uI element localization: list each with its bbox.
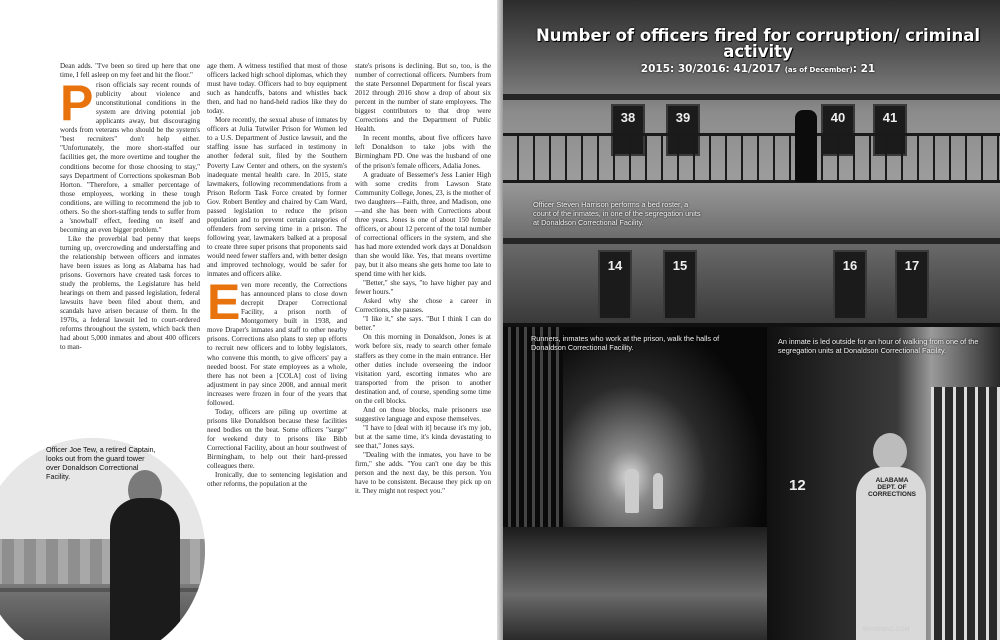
page-folio: BHAMMAG.COM: [863, 627, 910, 633]
paragraph: [207, 274, 347, 408]
cell-number: 17: [904, 258, 920, 273]
door-number: 12: [789, 477, 806, 494]
paragraph: Ironically, due to sentencing legislation and other reforms, the population at the: [207, 471, 347, 489]
paragraph: Today, officers are piling up overtime at prisons like Donaldson because these facilities need bodies on the beat. Some officers "surge" for weekend duty to prisons like Bibb Correctional Facility, about an hour southwest of Birmingham, to help out their hard-pressed colleagues there.: [207, 407, 347, 471]
photo-caption-inmate: An inmate is led outside for an hour of walking from one of the segregation units at Donaldson Correctional Facility.: [778, 337, 979, 355]
photo-caption-runners: Runners, inmates who work at the prison, walk the halls of Donaldson Correctional Facility.: [531, 334, 720, 352]
drop-cap: P: [60, 75, 94, 132]
right-page: [503, 0, 1000, 640]
paragraph: And on those blocks, male prisoners use suggestive language and expose themselves.: [355, 405, 491, 423]
paragraph: A graduate of Bessemer's Jess Lanier High with some credits from Lawson State Community College, Jones, 23, is the mother of two daughters—Faith, three, and Madison, one—and she has been with Corrections about three years. Jones is one of about 150 female officers, or about 12 percent of the total number of correctional officers in the system, and she has had more extended work days at Donaldson than she would like. Yes, that means overtime pay, but it also means she gets home too late to spend time with her kids.: [355, 170, 491, 279]
cell-number: 15: [672, 258, 688, 273]
cell-number: 40: [830, 110, 846, 125]
paragraph-text: ven more recently, the Corrections has announced plans to close down decrepit Draper Correctional Facility, a prison north of Montgomery built in 1938, and move Draper's inmates and staff to other nearby prisons. Corrections also plans to step up efforts to recruit new officers and to lobby legislators, who convene this month, to give officers' pay a needed boost. For state employees as a whole, there has not been a [COLA] cost of living adjustment in pay since 2008, and annual merit increases were frozen in four of the years that followed.: [207, 281, 347, 407]
paragraph: More recently, the sexual abuse of inmates by officers at Julia Tutwiler Prison for Women led to a U.S. Department of Justice lawsuit, and the staffing issue has surfaced in testimony in another federal suit, filed by the Southern Poverty Law Center and others, on the system's inadequate mental health care. In 2015, state lawmakers, following recommendations from a Prison Reform Task Force created by former Gov. Robert Bentley and chaired by Cam Ward, passed legislation to reduce the prison population and to prevent certain categories of offenders from serving time in a prison. The following year, lawmakers balked at a proposal to create three super prisons that proponents said would need fewer staffers and, with better design and improved technology, would be safer for inmates and officers alike.: [207, 116, 347, 279]
text-column-2: [207, 62, 347, 489]
cell-number: 16: [842, 258, 858, 273]
cell-number: 39: [675, 110, 691, 125]
stats-note: (as of December): [784, 66, 853, 74]
drop-cap: E: [207, 274, 241, 331]
inmate-head: [873, 433, 907, 471]
paragraph: "Better," she says, "to have higher pay and fewer hours.": [355, 279, 491, 297]
catwalk-railing: [503, 133, 1000, 183]
officer-figure: [795, 110, 817, 182]
runner-figure: [625, 469, 639, 513]
stats-years: 2015: 30/2016: 41/2017: [640, 63, 782, 75]
paragraph: age them. A witness testified that most of those officers lacked high school diplomas, which they must have today. Officers had to buy equipment such as handcuffs, batons and whistles back then, and had no hand-held radios like they do today.: [207, 62, 347, 116]
text-column-3: [355, 62, 491, 496]
cell-number: 41: [882, 110, 898, 125]
paragraph: "Dealing with the inmates, you have to be firm," she adds. "You can't one day be this person and the next day, be this person. You have to be consistent. Because they pick up on it. They might not respect you.": [355, 451, 491, 496]
paragraph: Like the proverbial bad penny that keeps turning up, overcrowding and understaffing and the relationship between officers and inmates have been issues as long as Alabama has had prisons. Governors have created task forces to study the problems, the Legislature has held hearings on them and passed legislation, federal lawsuits have been filed about them, and scandals have arisen because of them. In the 1970s, a federal lawsuit led to court-ordered reforms throughout the system, which back then had about 5,000 inmates and about 400 officers to man-: [60, 234, 200, 352]
uniform-lettering: ALABAMA DEPT. OF CORRECTIONS: [867, 477, 917, 498]
runner-figure: [653, 473, 663, 509]
sidebar-headline: Number of officers fired for corruption/ criminal activity: [535, 26, 981, 61]
firing-stats: [533, 63, 983, 75]
paragraph: Asked why she chose a career in Corrections, she pauses.: [355, 297, 491, 315]
photo-officer-figure: [110, 498, 180, 640]
lower-tier-ledge: [503, 238, 1000, 244]
stats-2017-value: : 21: [852, 63, 876, 75]
upper-tier-ledge: [503, 94, 1000, 100]
paragraph: "I like it," she says. "But I think I can do better.": [355, 315, 491, 333]
hallway-photo: [503, 327, 767, 640]
paragraph-text: rison officials say recent rounds of publicity about violence and unconstitutional conditions in the system are driving potential job applicants away, but discouraging words from veterans who should be the system's "best recruiters" don't help either. "Unfortunately, the more short-staffed our facilities get, the more overtime and tougher the conditions become for those choosing to stay," says Department of Corrections spokesman Bob Horton. "Therefore, a smaller percentage of those employees, working in these tough conditions, are willing to recommend the job to others. So the short-staffing tends to suffer from a 'snowball' effect, feeding on itself and becoming an even bigger problem.": [60, 81, 200, 234]
text-column-1: [60, 62, 200, 353]
paragraph: "I have to [deal with it] because it's my job, but at the same time, it's kinda devastating to see that," Jones says.: [355, 423, 491, 450]
cell-number: 14: [607, 258, 623, 273]
hallway-floor: [503, 527, 767, 640]
paragraph: [60, 75, 200, 235]
paragraph: On this morning in Donaldson, Jones is at work before six, ready to search other female staffers as they come in the main entrance. Her other duties include overseeing the indoor visitation yard, escorting inmates who are transported from the prison to another destination and, of course, spending some time on the cell blocks.: [355, 333, 491, 405]
cell-number: 38: [620, 110, 636, 125]
gate-bars: [931, 387, 1000, 640]
photo-caption-roster: Officer Steven Harrison performs a bed roster, a count of the inmates, in one of the segregation units at Donaldson Correctional Facility.: [533, 200, 701, 227]
photo-caption-tower: Officer Joe Tew, a retired Captain, looks out from the guard tower over Donaldson Correctional Facility.: [46, 445, 156, 481]
paragraph: state's prisons is declining. But so, too, is the number of correctional officers. Numbers from the state Personnel Department for fiscal years 2012 through 2016 show a drop of about six percent in the number of state employees. The biggest contributors to that drop were Corrections and the Department of Public Health.: [355, 62, 491, 134]
paragraph: Dean adds. "I've been so tired up here that one time, I fell asleep on my feet and hit the floor.": [60, 62, 200, 80]
paragraph: In recent months, about five officers have left Donaldson to take jobs with the Birmingham PD. One was the husband of one of the prison's female officers, Adalia Jones.: [355, 134, 491, 170]
inmate-photo: [771, 327, 1000, 640]
